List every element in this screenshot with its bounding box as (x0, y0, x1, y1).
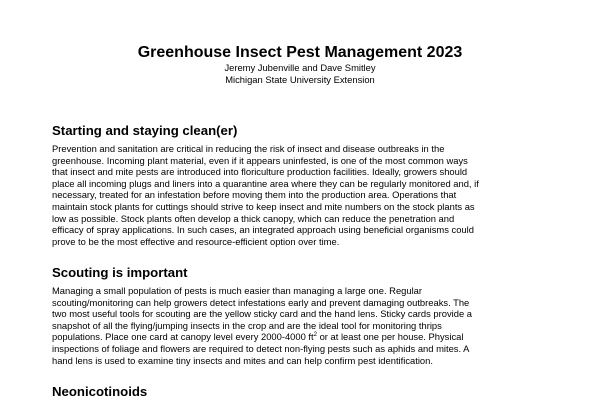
section-neonicotinoids (52, 384, 552, 400)
section-paragraph (52, 285, 552, 366)
document-authors: Jeremy Jubenville and Dave Smitley (224, 62, 376, 73)
document-header (0, 44, 600, 85)
section-heading: Starting and staying clean(er) (52, 123, 238, 138)
document-organization: Michigan State University Extension (225, 73, 375, 85)
section-starting-clean (52, 123, 552, 247)
section-scouting (52, 265, 552, 366)
section-paragraph: Prevention and sanitation are critical in reducing the risk of insect and disease outbreaks in the greenhouse. Incoming plant material, even if it appears uninfested, is one of the most common ways that insect and mite pests are introduced into floriculture production facilities. Ideally, growers should place all incoming plugs and liners into a quarantine area where they can be regularly monitored and, if necessary, treated for an infestation before moving them into the production area. Operations that maintain stock plants for cuttings should strive to keep insect and mite numbers on the stock plants as low as possible. Stock plants often develop a thick canopy, which can reduce the penetration and efficacy of spray applications. In such cases, an integrated approach using beneficial organisms could prove to be the most effective and resource-efficient option over time. (52, 143, 479, 247)
superscript-square: 2 (313, 332, 317, 339)
paragraph-text-part1: Managing a small population of pests is much easier than managing a large one. Regular scouting/monitoring can help growers detect infestations early and prevent damaging outbreaks. The two most useful tools for scouting are the yellow sticky card and the hand lens. Sticky cards provide a snapshot of all the flying/jumping insects in the crop and are the ideal tool for monitoring thrips populations. Place one card at canopy level every 2000-4000 ft (52, 285, 472, 343)
document-title: Greenhouse Insect Pest Management 2023 (137, 44, 463, 61)
paragraph-text-part2: or at least one per house. Physical inspections of foliage and flowers are required to detect non-flying pests such as aphids and mites. A hand lens is used to examine tiny insects and mites and can help confirm pest identification. (52, 331, 470, 366)
section-heading: Neonicotinoids (52, 384, 148, 399)
section-heading: Scouting is important (52, 265, 188, 280)
